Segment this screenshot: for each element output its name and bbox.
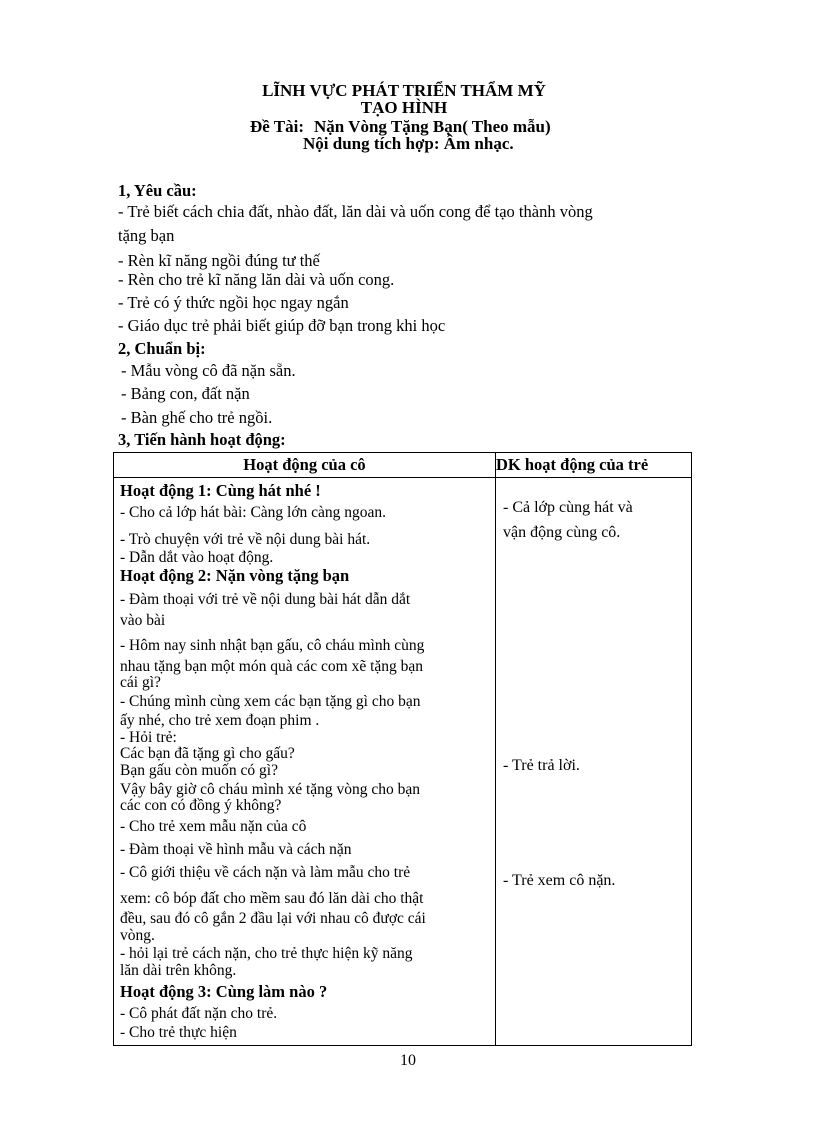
requirement-line: - Trẻ có ý thức ngồi học ngay ngắn [118, 293, 349, 312]
activity-heading: Hoạt động 1: Cùng hát nhé ! [120, 481, 321, 500]
topic-label: Đề Tài: [250, 117, 304, 136]
teacher-line: - Cô phát đất nặn cho trẻ. [120, 1005, 278, 1022]
teacher-column-header: Hoạt động của cô [114, 453, 496, 478]
child-line: - Trẻ trả lời. [503, 757, 580, 774]
teacher-line: - Đàm thoại với trẻ về nội dung bài hát dẫn dắt [120, 591, 411, 608]
domain-title: LĨNH VỰC PHÁT TRIỂN THẨM MỸ [262, 81, 546, 100]
teacher-line: - Cho trẻ xem mẫu nặn của cô [120, 818, 307, 835]
subject-title: TẠO HÌNH [360, 98, 448, 117]
procedure-heading: 3, Tiến hành hoạt động: [118, 430, 286, 449]
requirements-heading: 1, Yêu cầu: [118, 181, 197, 200]
teacher-line: - Cho cả lớp hát bài: Càng lớn càng ngoan. [120, 504, 387, 521]
teacher-line: - Hôm nay sinh nhật bạn gấu, cô cháu mình cùng [120, 637, 425, 654]
requirement-line: tặng bạn [118, 226, 175, 245]
teacher-line: cái gì? [120, 674, 161, 691]
teacher-line: đều, sau đó cô gắn 2 đầu lại với nhau cô được cái [120, 910, 426, 927]
activity-heading: Hoạt động 2: Nặn vòng tặng bạn [120, 566, 350, 585]
teacher-line: vào bài [120, 612, 166, 629]
requirement-line: - Giáo dục trẻ phải biết giúp đỡ bạn trong khi học [118, 316, 446, 335]
teacher-line: - Cô giới thiệu về cách nặn và làm mẫu cho trẻ [120, 864, 411, 881]
requirement-line: - Rèn kĩ năng ngồi đúng tư thế [118, 251, 320, 270]
teacher-line: Bạn gấu còn muốn có gì? [120, 762, 278, 779]
child-line: - Trẻ xem cô nặn. [503, 872, 616, 889]
child-line: vận động cùng cô. [503, 524, 621, 541]
teacher-line: vòng. [120, 927, 155, 944]
teacher-line: ấy nhé, cho trẻ xem đoạn phim . [120, 712, 320, 729]
teacher-line: - Trò chuyện với trẻ về nội dung bài hát. [120, 531, 371, 548]
teacher-line: xem: cô bóp đất cho mềm sau đó lăn dài cho thật [120, 890, 424, 907]
teacher-line: - Hỏi trẻ: [120, 729, 177, 746]
page-number: 10 [400, 1052, 416, 1069]
teacher-activities-cell [114, 478, 496, 1046]
preparation-line: - Mẫu vòng cô đã nặn sẵn. [121, 361, 296, 380]
topic-text: Nặn Vòng Tặng Bạn [314, 117, 463, 136]
child-line: - Cả lớp cùng hát và [503, 499, 633, 516]
teacher-line: Các bạn đã tặng gì cho gấu? [120, 745, 295, 762]
requirement-line: - Trẻ biết cách chia đất, nhào đất, lăn dài và uốn cong để tạo thành vòng [118, 202, 593, 221]
teacher-line: Vậy bây giờ cô cháu mình xé tặng vòng cho bạn [120, 781, 421, 798]
teacher-line: lăn dài trên không. [120, 962, 237, 979]
teacher-line: - Đàm thoại về hình mẫu và cách nặn [120, 841, 352, 858]
teacher-line: - hỏi lại trẻ cách nặn, cho trẻ thực hiện kỹ năng [120, 945, 413, 962]
teacher-line: nhau tặng bạn một món quà các com xẽ tặng bạn [120, 658, 424, 675]
child-column-header: DK hoạt động của trẻ [496, 453, 692, 478]
teacher-line: - Dẫn dắt vào hoạt động. [120, 549, 274, 566]
child-activities-cell [496, 478, 692, 1046]
requirement-line: - Rèn cho trẻ kĩ năng lăn dài và uốn cong. [118, 270, 395, 289]
teacher-line: - Cho trẻ thực hiện [120, 1024, 237, 1041]
integration-line: Nội dung tích hợp: Âm nhạc. [303, 134, 514, 153]
preparation-heading: 2, Chuẩn bị: [118, 339, 206, 358]
topic-note: ( Theo mẫu) [462, 117, 551, 136]
preparation-line: - Bàn ghế cho trẻ ngồi. [121, 408, 273, 427]
teacher-line: - Chúng mình cùng xem các bạn tặng gì cho bạn [120, 693, 421, 710]
activity-table [113, 452, 692, 1046]
teacher-line: các con có đồng ý không? [120, 797, 282, 814]
preparation-line: - Bảng con, đất nặn [121, 384, 250, 403]
activity-heading: Hoạt động 3: Cùng làm nào ? [120, 982, 328, 1001]
